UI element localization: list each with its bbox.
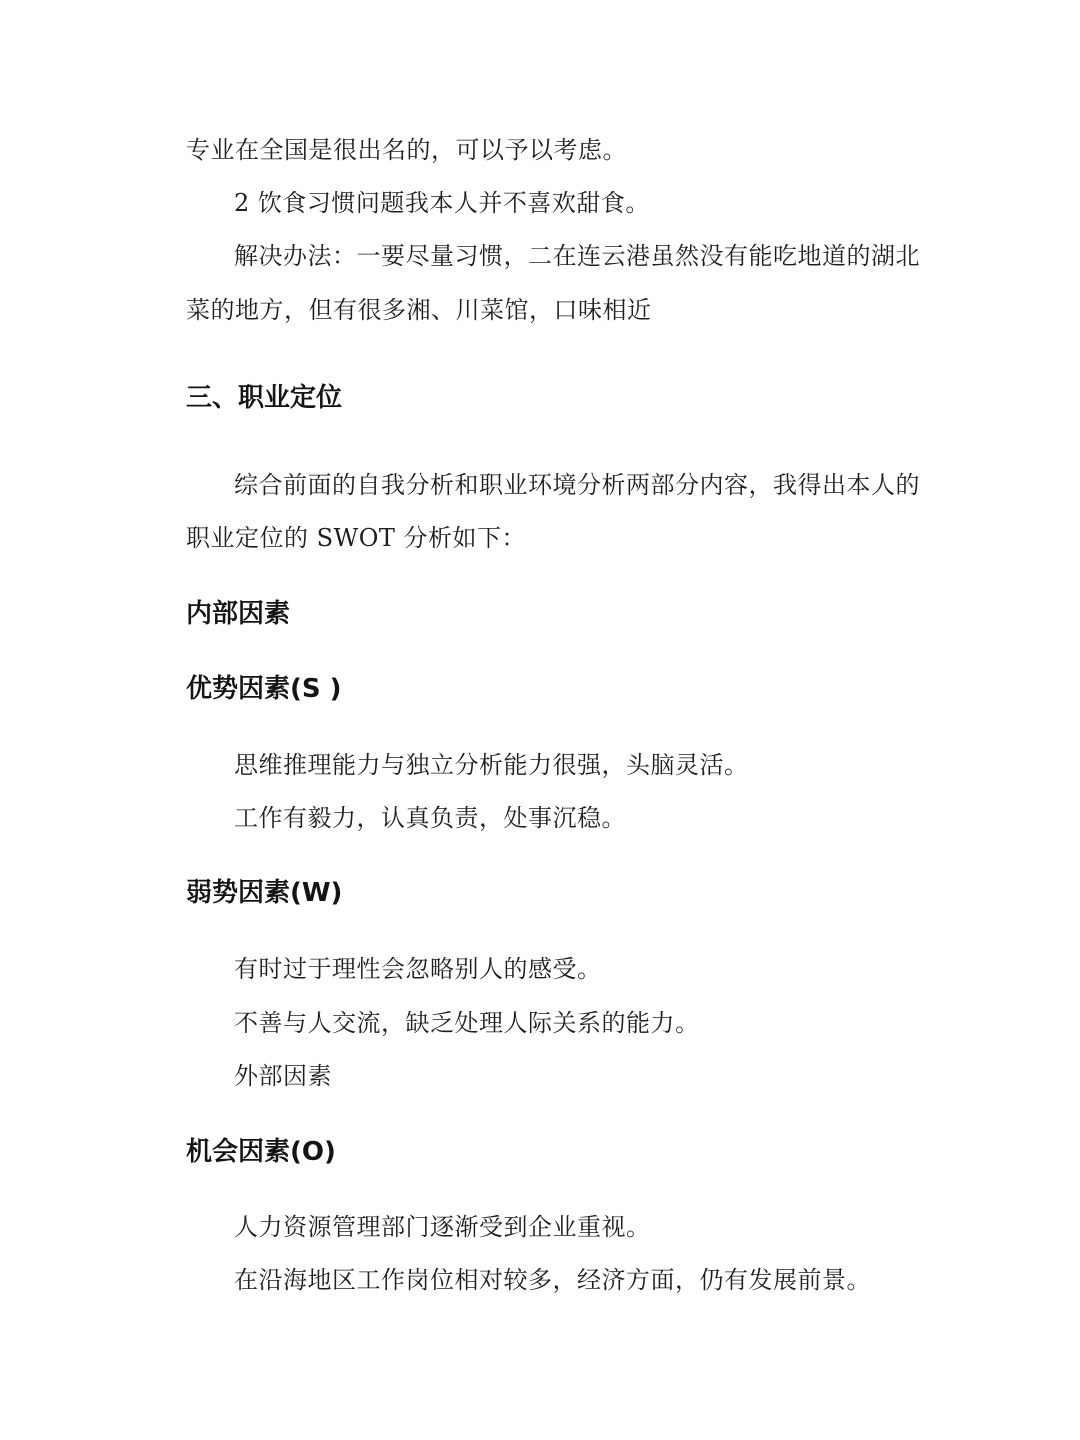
- list-item: 工作有毅力，认真负责，处事沉稳。: [234, 804, 626, 832]
- external-factors-label: 外部因素: [234, 1062, 332, 1090]
- list-item: 思维推理能力与独立分析能力很强，头脑灵活。: [234, 751, 749, 779]
- strengths-heading: 优势因素(S ): [186, 674, 342, 704]
- paragraph-line: 2 饮食习惯问题我本人并不喜欢甜食。: [234, 189, 650, 217]
- paragraph-line: 解决办法：一要尽量习惯，二在连云港虽然没有能吃地道的湖北: [234, 242, 920, 270]
- internal-factors-heading: 内部因素: [186, 599, 291, 629]
- paragraph-line: 综合前面的自我分析和职业环境分析两部分内容，我得出本人的: [234, 471, 920, 499]
- paragraph-line: 职业定位的 SWOT 分析如下：: [186, 524, 527, 552]
- list-item: 人力资源管理部门逐渐受到企业重视。: [234, 1213, 651, 1241]
- paragraph-line: 菜的地方，但有很多湘、川菜馆，口味相近: [186, 296, 652, 324]
- list-item: 不善与人交流，缺乏处理人际关系的能力。: [234, 1009, 700, 1037]
- section-title: 三、职业定位: [186, 383, 343, 413]
- list-item: 有时过于理性会忽略别人的感受。: [234, 955, 602, 983]
- list-item: 在沿海地区工作岗位相对较多，经济方面，仍有发展前景。: [234, 1266, 871, 1294]
- weaknesses-heading: 弱势因素(W): [186, 878, 343, 908]
- opportunities-heading: 机会因素(O): [186, 1137, 336, 1167]
- paragraph-line: 专业在全国是很出名的，可以予以考虑。: [186, 136, 627, 164]
